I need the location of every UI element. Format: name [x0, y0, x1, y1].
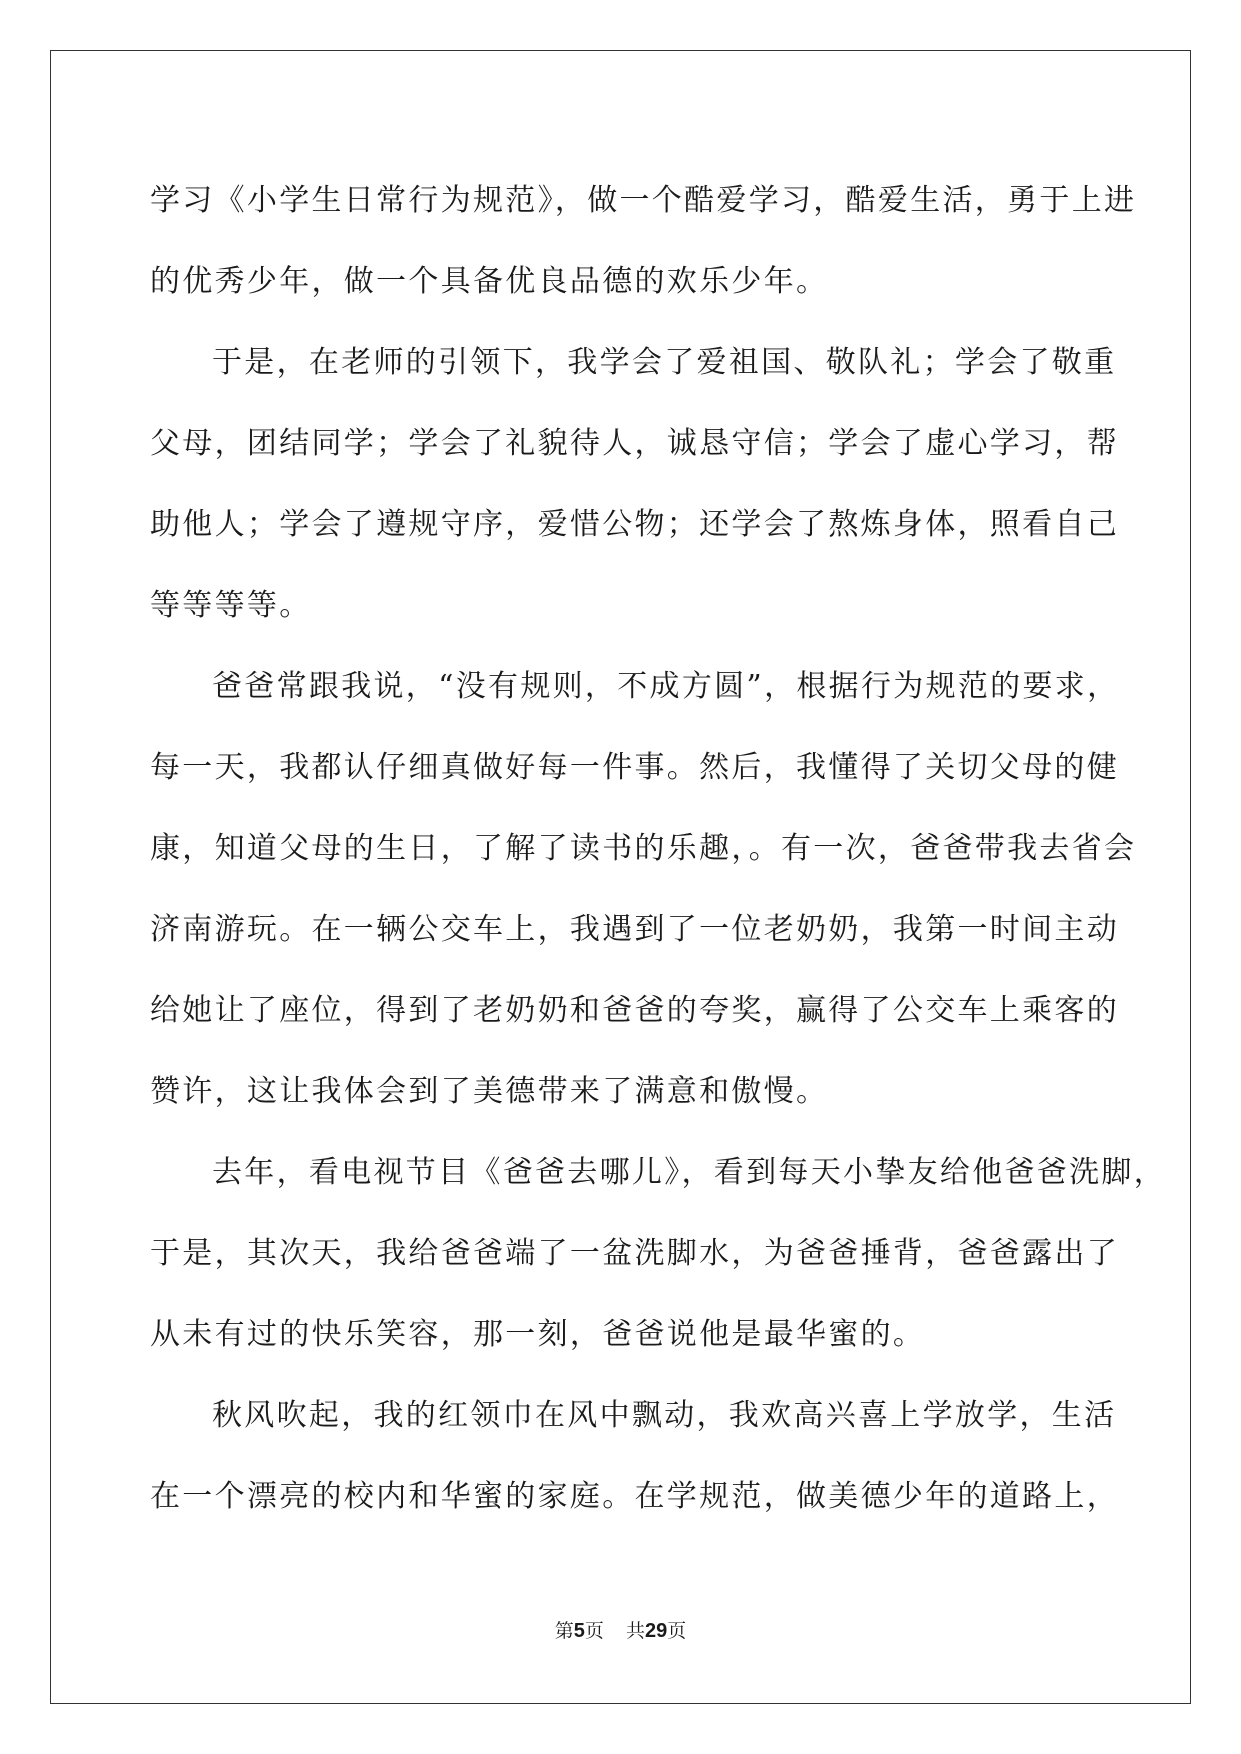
text-line: 给她让了座位，得到了老奶奶和爸爸的夸奖，赢得了公交车上乘客的	[150, 993, 1119, 1028]
text-line: 父母，团结同学；学会了礼貌待人，诚恳守信；学会了虚心学习，帮	[150, 426, 1119, 461]
text-line: 的优秀少年，做一个具备优良品德的欢乐少年。	[150, 264, 829, 299]
text-line: 在一个漂亮的校内和华蜜的家庭。在学规范，做美德少年的道路上，	[150, 1479, 1119, 1514]
page-number: 5	[573, 1620, 585, 1642]
text-line: 从未有过的快乐笑容，那一刻，爸爸说他是最华蜜的。	[150, 1317, 926, 1352]
text-line: 济南游玩。在一辆公交车上，我遇到了一位老奶奶，我第一时间主动	[150, 912, 1119, 947]
page-footer	[0, 1616, 1241, 1643]
text-line: 赞许，这让我体会到了美德带来了满意和傲慢。	[150, 1074, 829, 1109]
text-line: 康，知道父母的生日，了解了读书的乐趣，。有一次，爸爸带我去省会	[150, 831, 1137, 866]
page-unit: 页	[584, 1620, 604, 1642]
paragraph-start-line: 爸爸常跟我说，“没有规则，不成方圆”，根据行为规范的要求，	[212, 669, 1120, 704]
paragraph-start-line: 秋风吹起，我的红领巾在风中飘动，我欢高兴喜上学放学，生活	[212, 1398, 1117, 1433]
page-prefix: 第	[554, 1620, 574, 1642]
total-prefix: 共	[625, 1620, 645, 1642]
text-line: 学习《小学生日常行为规范》，做一个酷爱学习，酷爱生活，勇于上进	[150, 183, 1137, 218]
text-line: 助他人；学会了遵规守序，爱惜公物；还学会了熬炼身体，照看自己	[150, 507, 1119, 542]
document-body	[150, 160, 1166, 1537]
text-line: 等等等等。	[150, 588, 312, 623]
paragraph-start-line: 于是，在老师的引领下，我学会了爱祖国、敬队礼；学会了敬重	[212, 345, 1117, 380]
total-unit: 页	[667, 1620, 687, 1642]
total-pages: 29	[644, 1620, 668, 1642]
text-line: 每一天，我都认仔细真做好每一件事。然后，我懂得了关切父母的健	[150, 750, 1119, 785]
paragraph-start-line: 去年，看电视节目《爸爸去哪儿》，看到每天小挚友给他爸爸洗脚，	[212, 1155, 1166, 1190]
text-line: 于是，其次天，我给爸爸端了一盆洗脚水，为爸爸捶背，爸爸露出了	[150, 1236, 1119, 1271]
